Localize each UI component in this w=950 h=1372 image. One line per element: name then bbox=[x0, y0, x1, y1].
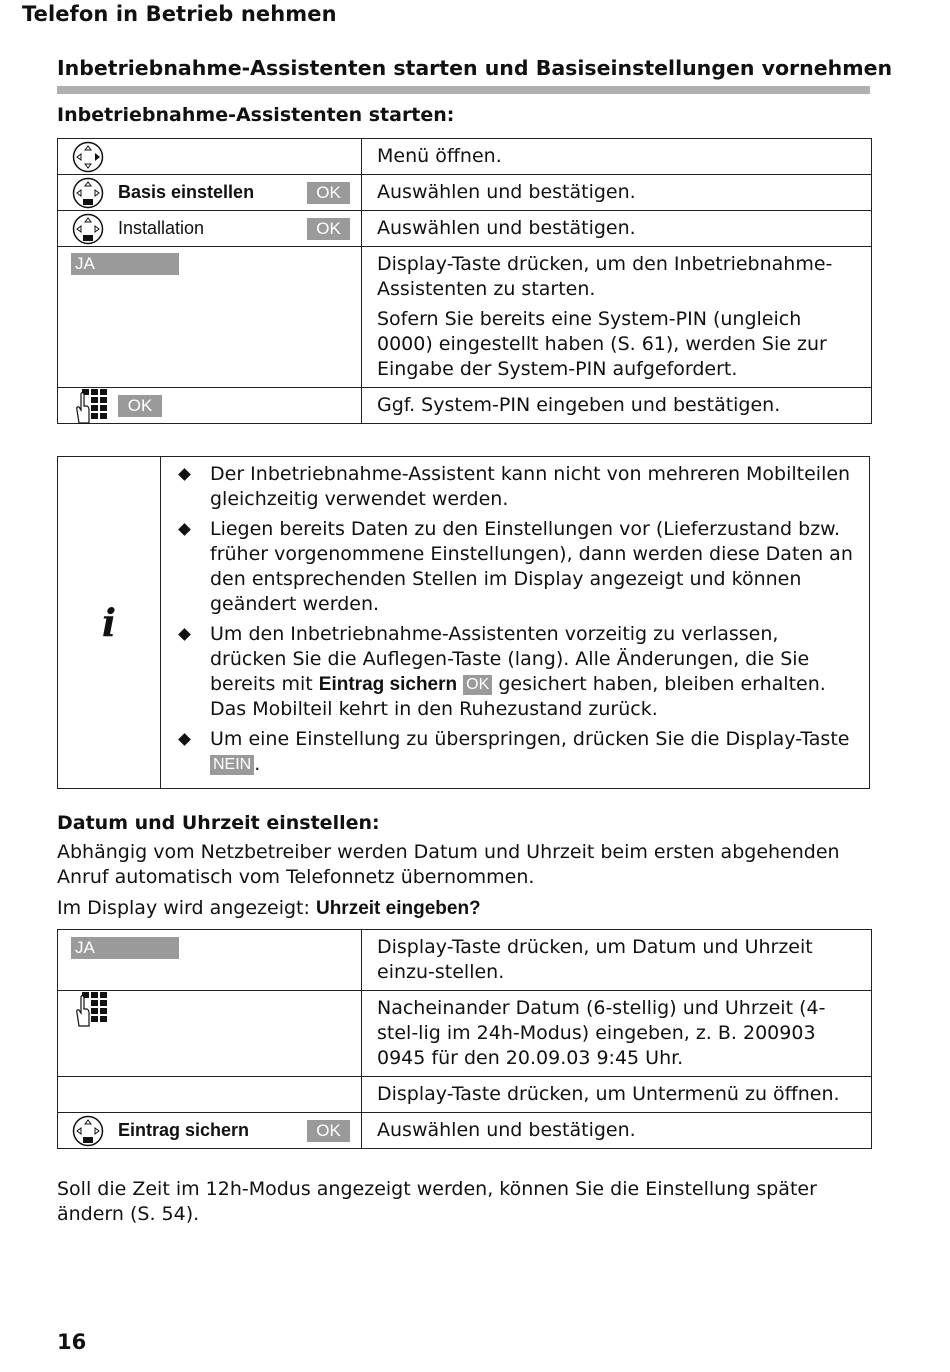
step-description: Display-Taste drücken, um Datum und Uhrzeit einzu-stellen. bbox=[362, 930, 872, 991]
ok-display-key: OK bbox=[463, 675, 492, 695]
step-key-cell bbox=[58, 1113, 362, 1149]
table-row bbox=[58, 1113, 872, 1149]
ok-display-key: OK bbox=[118, 395, 162, 417]
menu-item-eintrag-sichern: Eintrag sichern bbox=[318, 674, 458, 695]
navigation-key-down-icon bbox=[72, 213, 104, 245]
section-title: Inbetriebnahme-Assistenten starten und Basiseinstellungen vornehmen bbox=[57, 56, 870, 94]
steps-table-start-assistant bbox=[57, 138, 872, 424]
diamond-bullet-icon bbox=[178, 468, 191, 481]
step-description: Auswählen und bestätigen. bbox=[362, 175, 872, 211]
table-row bbox=[58, 247, 872, 388]
keypad-icon bbox=[74, 991, 110, 1027]
menu-item-basis-einstellen: Basis einstellen bbox=[118, 182, 255, 202]
step-description: Display-Taste drücken, um Untermenü zu öffnen. bbox=[362, 1077, 872, 1113]
step-description: Auswählen und bestätigen. bbox=[362, 1113, 872, 1149]
step-description: Display-Taste drücken, um den Inbetriebnahme-Assistenten zu starten. Sofern Sie bereits eine System-PIN (ungleich 0000) eingestellt haben (S. 61), werden Sie zur Eingabe der System-PIN aufgefordert. bbox=[362, 247, 872, 388]
step-description: Auswählen und bestätigen. bbox=[362, 211, 872, 247]
navigation-key-right-icon bbox=[72, 141, 104, 173]
step-description: Menü öffnen. bbox=[362, 139, 872, 175]
ok-display-key: OK bbox=[307, 182, 350, 204]
subsection-heading: Datum und Uhrzeit einstellen: bbox=[57, 812, 380, 834]
step-key-cell bbox=[58, 247, 362, 388]
steps-table-date-time bbox=[57, 929, 872, 1149]
step-key-cell bbox=[58, 175, 362, 211]
diamond-bullet-icon bbox=[178, 523, 191, 536]
page-number: 16 bbox=[57, 1330, 87, 1354]
info-icon-column bbox=[58, 457, 161, 788]
step-key-cell bbox=[58, 991, 362, 1077]
step-key-cell bbox=[58, 1077, 362, 1113]
footer-paragraph: Soll die Zeit im 12h-Modus angezeigt werden, können Sie die Einstellung später ändern (S. 54). bbox=[57, 1178, 817, 1225]
table-row bbox=[58, 139, 872, 175]
nein-display-key: NEIN bbox=[210, 755, 254, 775]
ja-display-key: JA bbox=[71, 253, 179, 275]
info-list-item: Der Inbetriebnahme-Assistent kann nicht von mehreren Mobilteilen gleichzeitig verwendet werden. bbox=[161, 462, 859, 512]
info-list-item: Um den Inbetriebnahme-Assistenten vorzeitig zu verlassen, drücken Sie die Auflegen-Taste (lang). Alle Änderungen, die Sie bereits mit Eintrag sichern OK gesichert haben, bleiben erhalten. Das Mobilteil kehrt in den Ruhezustand zurück. bbox=[161, 622, 859, 722]
table-row bbox=[58, 1077, 872, 1113]
diamond-bullet-icon bbox=[178, 733, 191, 746]
display-text: Uhrzeit eingeben? bbox=[315, 898, 481, 919]
ja-display-key: JA bbox=[71, 937, 179, 959]
table-row bbox=[58, 388, 872, 424]
menu-item-installation: Installation bbox=[118, 218, 205, 238]
page-header: Telefon in Betrieb nehmen bbox=[22, 2, 337, 26]
info-box bbox=[57, 456, 870, 789]
step-key-cell bbox=[58, 139, 362, 175]
navigation-key-down-icon bbox=[72, 177, 104, 209]
intro-paragraph: Abhängig vom Netzbetreiber werden Datum und Uhrzeit beim ersten abgehenden Anruf automatisch vom Telefonnetz übernommen. bbox=[57, 841, 840, 888]
display-prompt-paragraph: Im Display wird angezeigt: Uhrzeit eingeben? bbox=[57, 897, 481, 919]
navigation-key-down-icon bbox=[72, 1115, 104, 1147]
table-row bbox=[58, 991, 872, 1077]
info-list-item: Um eine Einstellung zu überspringen, drücken Sie die Display-Taste NEIN . bbox=[161, 727, 859, 777]
table-row bbox=[58, 211, 872, 247]
table-row bbox=[58, 930, 872, 991]
table-row bbox=[58, 175, 872, 211]
subsection-heading: Inbetriebnahme-Assistenten starten: bbox=[57, 104, 455, 126]
menu-item-eintrag-sichern: Eintrag sichern bbox=[118, 1120, 250, 1140]
step-key-cell bbox=[58, 930, 362, 991]
ok-display-key: OK bbox=[307, 218, 350, 240]
info-list-item: Liegen bereits Daten zu den Einstellungen vor (Lieferzustand bzw. früher vorgenommene Einstellungen), dann werden diese Daten an den entsprechenden Stellen im Display angezeigt und können geändert werden. bbox=[161, 517, 859, 617]
step-key-cell bbox=[58, 388, 362, 424]
diamond-bullet-icon bbox=[178, 628, 191, 641]
step-key-cell bbox=[58, 211, 362, 247]
keypad-icon bbox=[74, 388, 110, 424]
step-description: Nacheinander Datum (6-stellig) und Uhrzeit (4-stel-lig im 24h-Modus) eingeben, z. B. 200903 0945 für den 20.09.03 9:45 Uhr. bbox=[362, 991, 872, 1077]
step-description: Ggf. System-PIN eingeben und bestätigen. bbox=[362, 388, 872, 424]
ok-display-key: OK bbox=[307, 1120, 350, 1142]
info-icon: i bbox=[101, 600, 117, 645]
info-list bbox=[161, 457, 869, 788]
